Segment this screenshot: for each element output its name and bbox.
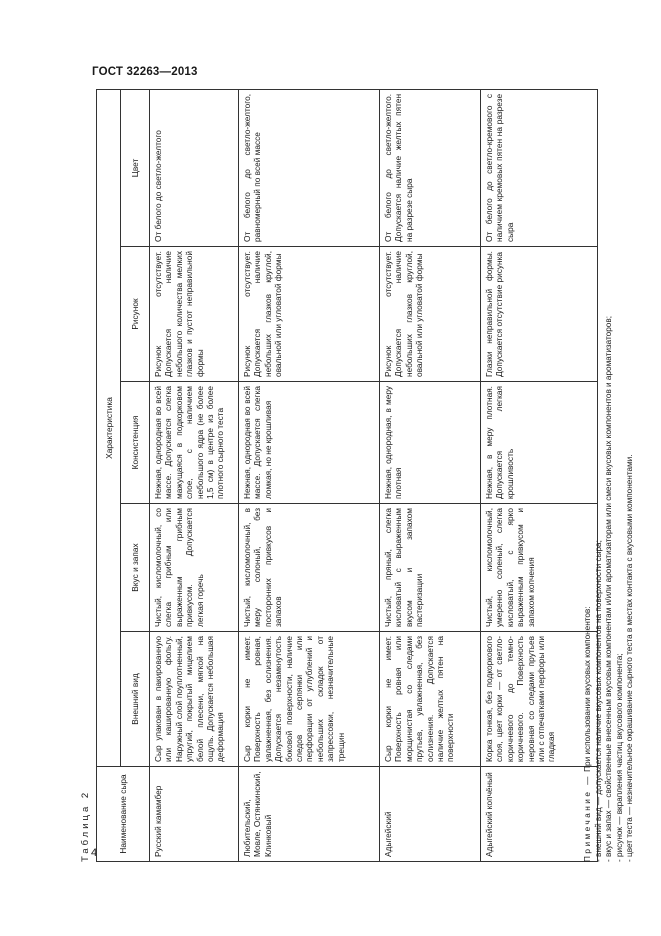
cell-consistency: Нежная, однородная во всей массе. Допускается слегка мажущаяся в подкорковом слое, с наличием небольшого ядра (не более 1,5 см) в центре из более плотного сырного теста: [150, 382, 239, 504]
table-row: [380, 89, 481, 861]
cell-appearance: Сыр упакован в пакированную или кашированную фольгу. Наружный слой поуплотненный, упругий, покрытый мицелием белой плесени, мягкой на ощупь. Допускается небольшая деформация: [150, 632, 239, 767]
col-header-consistency: Консистенция: [121, 382, 150, 504]
note-item: - внешний вид — допускается наличие вкусовых компонентов на поверхности сыра;: [593, 540, 603, 862]
cell-pattern: Рисунок отсутствует. Допускается наличие небольшого количества мелких глазков и пустот неправильной формы: [150, 247, 239, 382]
table-row: [481, 89, 598, 861]
table-row: [239, 89, 380, 861]
table-notes: [583, 90, 636, 862]
col-header-taste: Вкус и запах: [121, 504, 150, 632]
cell-taste: Чистый, кисломолочный, умеренно соленый, слегка кисловатый, с ярко выраженным привкусом и запахом копчения: [481, 504, 598, 632]
cell-taste: Чистый, кисломолочный, в меру солоный, без посторонних привкусов и запахов: [239, 504, 380, 632]
note-item: - рисунок — вкрапления частиц вкусового компонента;: [614, 653, 624, 862]
document-header: ГОСТ 32263—2013: [92, 66, 198, 78]
rotated-page-content: [80, 90, 635, 862]
col-header-name: Наименование сыра: [97, 767, 150, 862]
cell-consistency: Нежная, однородная во всей массе. Допускается слегка ломкая, но не крошливая: [239, 382, 380, 504]
table-caption: Таблица 2: [80, 789, 91, 862]
col-header-characteristic: Характеристика: [97, 89, 121, 766]
note-heading: [583, 90, 594, 862]
note-item: - вкус и запах — свойственные внесенным вкусовым компонентам и/или ароматизаторам или смеси вкусовых компонентов и ароматизаторов;: [604, 316, 614, 862]
note-label: Примечание —: [583, 774, 592, 862]
cell-appearance: Сыр корки не имеет. Поверхность ровная, увлажненная, без ослизнения. Допускается незамкнутость боковой поверхности, наличие следов серпянки или перфорации от углублений и небольших складок от запрессовки, незначительные трещин: [239, 632, 380, 767]
note-intro: При использовании вкусовых компонентов:: [583, 606, 592, 772]
cell-name: Адыгейский копчёный: [481, 767, 598, 862]
cell-color: От белого до светло-кремового с наличием кремовых пятен на разрезе сыра: [481, 89, 598, 246]
cell-pattern: Рисунок отсутствует. Допускается наличие небольших глазков круглой, овальной или угловатой формы: [380, 247, 481, 382]
cell-consistency: Нежная, однородная, в меру плотная: [380, 382, 481, 504]
note-item: - цвет теста — незначительное окрашивание сырного теста в местах контакта с вкусовыми компонентами.: [625, 454, 635, 862]
cheese-characteristics-table: [96, 89, 598, 862]
page-number: 4: [91, 847, 98, 859]
cell-pattern: Глазки неправильной формы. Допускается отсутствие рисунка: [481, 247, 598, 382]
cell-name: Адыгейский: [380, 767, 481, 862]
table-subheader-row: [121, 89, 150, 861]
cell-color: От белого до светло-желтого, равномерный по всей массе: [239, 89, 380, 246]
cell-color: От белого до светло-желтого. Допускается наличие желтых пятен на разрезе сыра: [380, 89, 481, 246]
cell-consistency: Нежная, в меру плотная. Допускается легкая крошливость: [481, 382, 598, 504]
table-header-row: [97, 89, 121, 861]
cell-pattern: Рисунок отсутствует. Допускается наличие небольших глазков круглой, овальной или угловатой формы: [239, 247, 380, 382]
col-header-pattern: Рисунок: [121, 247, 150, 382]
cell-appearance: Сыр корки не имеет. Поверхность ровная или морщинистая со следами прутьев, увлажненная, без ослизнения. Допускается наличие желтых пятен на поверхности: [380, 632, 481, 767]
cell-taste: Чистый, пряный, слегка кисловатый с выраженным вкусом и запахом пастеризации: [380, 504, 481, 632]
cell-appearance: Корка тонкая, без подкоркового слоя, цвет корки — от светло-коричневого до темно-коричневого. Поверхность неровная со следами прутьев или с отпечатками перфоры или гладкая: [481, 632, 598, 767]
cell-color: От белого до светло-желтого: [150, 89, 239, 246]
table-row: [150, 89, 239, 861]
cell-name: Любительский, Мовле, Остянкинский, Клинковый: [239, 767, 380, 862]
col-header-appearance: Внешний вид: [121, 632, 150, 767]
cell-taste: Чистый, кисломолочный, со слегка грибным или выраженным грибным привкусом. Допускается легкая горечь: [150, 504, 239, 632]
col-header-color: Цвет: [121, 89, 150, 246]
cell-name: Русский камамбер: [150, 767, 239, 862]
